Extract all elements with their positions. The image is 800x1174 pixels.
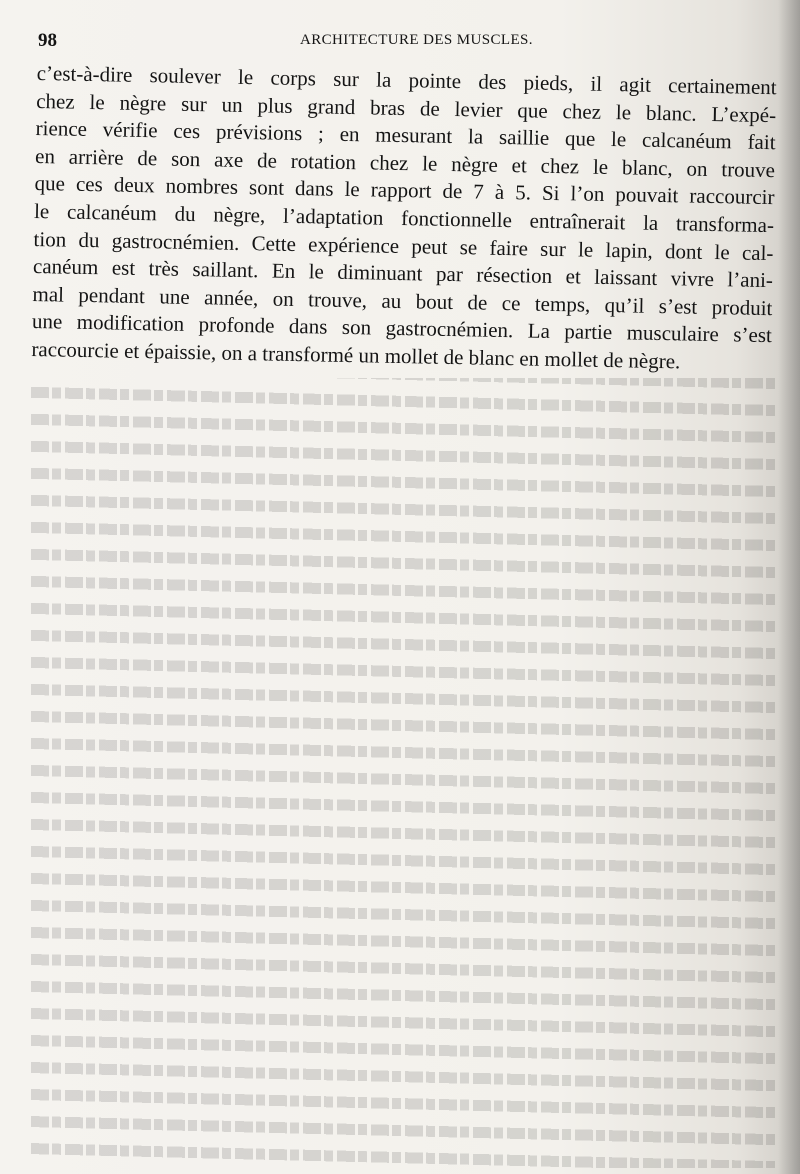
page-edge-shadow — [778, 0, 800, 1174]
text-line: tion du gastrocnémien. Cette expérience peut se faire sur le lapin, dont le cal- — [33, 226, 774, 265]
page-header — [38, 30, 780, 56]
text-line: une modification profonde dans son gastrocnémien. La partie musculaire s’est — [31, 309, 773, 348]
text-line: raccourcie et épaissie, on a transformé un mollet de blanc en mollet de nègre. — [31, 336, 681, 374]
running-head: ARCHITECTURE DES MUSCLES. — [300, 32, 533, 48]
page-number: 98 — [38, 30, 57, 51]
text-line: le calcanéum du nègre, l’adaptation fonctionnelle entraînerait la transforma- — [33, 198, 775, 238]
show-through-texture — [30, 378, 775, 1168]
text-line: c’est-à-dire soulever le corps sur la pointe des pieds, il agit certainement — [36, 60, 777, 100]
body-paragraph — [31, 60, 777, 378]
text-line: rience vérifie ces prévisions ; en mesurant la saillie que le calcanéum fait — [35, 116, 776, 155]
text-line: que ces deux nombres sont dans le rapport de 7 à 5. Si l’on pouvait raccourcir — [34, 171, 775, 210]
text-line: chez le nègre sur un plus grand bras de levier que chez le blanc. L’expé- — [35, 88, 777, 127]
text-line: mal pendant une année, on trouve, au bout de ce temps, qu’il s’est produit — [32, 281, 773, 320]
text-line: en arrière de son axe de rotation chez le nègre et chez le blanc, on trouve — [34, 143, 776, 182]
text-line: canéum est très saillant. En le diminuant par résection et laissant vivre l’ani- — [32, 254, 774, 293]
